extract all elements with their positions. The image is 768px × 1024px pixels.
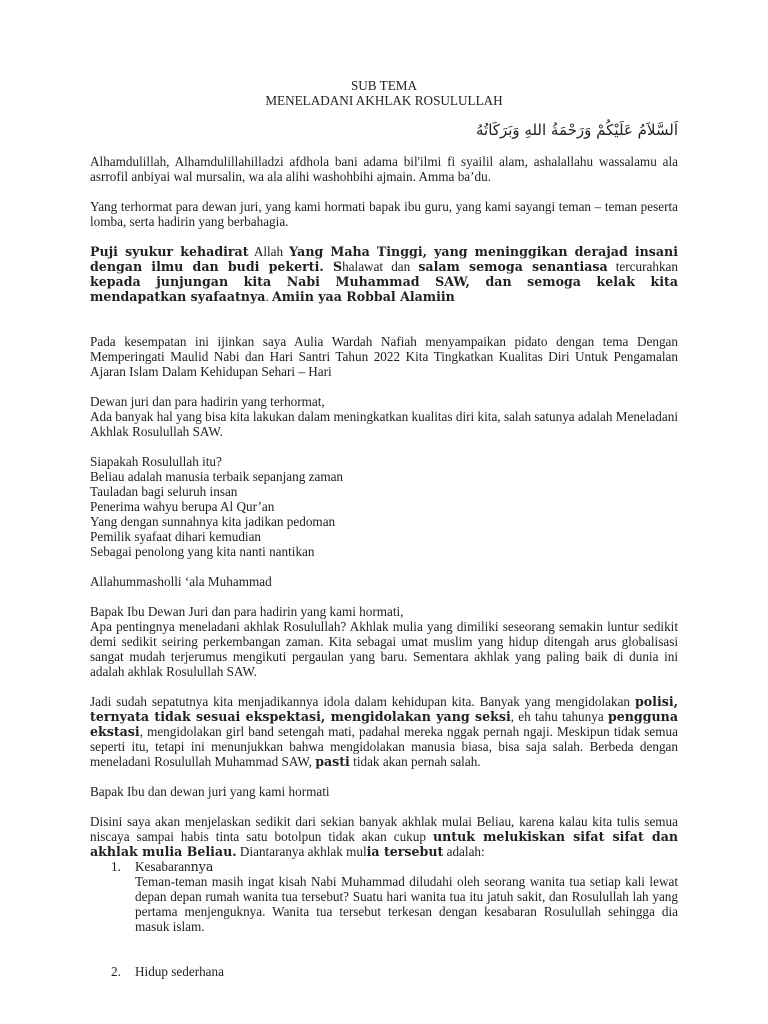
- poem-block: [90, 454, 678, 559]
- praise-paragraph: Puji syukur kehadirat Allah Yang Maha Tinggi, yang meninggikan derajad insani dengan ilmu dan budi pekerti. Shalawat dan salam semoga senantiasa tercurahkan kepada junjungan kita Nabi Muhammad SAW, dan semoga kelak kita mendapatkan syafaatnya. Amiin yaa Robbal Alamiin: [90, 244, 679, 304]
- document-title: MENELADANI AKHLAK ROSULULLAH: [265, 93, 503, 108]
- opening-paragraph: Alhamdulillah, Alhamdulillahilladzi afdhola bani adama bil'ilmi fi syailil alam, ashalallahu wassalamu ala asrrofil anbiyai wal mursalin, wa ala alihi washohbihi ajmain. Amma ba’du.: [90, 154, 678, 184]
- address-line: Dewan juri dan para hadirin yang terhormat,: [90, 394, 325, 409]
- list-item: [90, 964, 678, 979]
- list-item-heading: Hidup sederhana: [135, 964, 224, 979]
- poem-line: Pemilik syafaat dihari kemudian: [90, 529, 262, 544]
- address-line: Bapak Ibu dan dewan juri yang kami hormati: [90, 784, 330, 799]
- poem-line: Yang dengan sunnahnya kita jadikan pedoman: [90, 514, 336, 529]
- list-number: 2.: [111, 964, 121, 979]
- poem-line: Penerima wahyu berupa Al Qur’an: [90, 499, 275, 514]
- topic-paragraph: Ada banyak hal yang bisa kita lakukan dalam meningkatkan kualitas diri kita, salah satunya adalah Meneladani Akhlak Rosulullah SAW.: [90, 409, 678, 439]
- poem-line: Beliau adalah manusia terbaik sepanjang zaman: [90, 469, 344, 484]
- document-body: [90, 78, 678, 979]
- list-item: [90, 859, 678, 934]
- importance-paragraph: Apa pentingnya meneladani akhlak Rosulullah? Akhlak mulia yang dimiliki seseorang semakin luntur sedikit demi sedikit seiring perkembangan zaman. Kita sebagai umat muslim yang hidup ditengah arus globalisasi sangat mudah terjerumus mengikuti pergaulan yang baru. Sementara akhlak yang paling baik di dunia ini adalah akhlak Rosulullah SAW.: [90, 619, 678, 679]
- list-number: 1.: [111, 859, 121, 874]
- idol-paragraph: Jadi sudah sepatutnya kita menjadikannya idola dalam kehidupan kita. Banyak yang mengidolakan polisi, ternyata tidak sesuai ekspektasi, mengidolakan yang seksi, eh tahu tahunya pengguna ekstasi, mengidolakan girl band setengah mati, padahal mereka nggak pernah ngaji. Meskipun tidak semua seperti itu, tetapi ini menunjukkan bahwa mengidolakan manusia biasa, bisa saja salah. Berbeda dengan meneladani Rosulullah Muhammad SAW, pasti tidak akan pernah salah.: [90, 694, 678, 769]
- akhlak-list: [90, 859, 678, 979]
- arabic-greeting: اَلسَّلاَمُ عَلَيْكُمْ وَرَحْمَةُ اللهِ وَبَرَكَاتُهُ: [476, 121, 678, 139]
- poem-line: Siapakah Rosulullah itu?: [90, 454, 222, 469]
- explanation-paragraph: Disini saya akan menjelaskan sedikit dari sekian banyak akhlak mulai Beliau, karena kalau kita tulis semua niscaya sampai habis tinta satu botolpun tidak akan cukup untuk melukiskan sifat sifat dan akhlak mulia Beliau. Diantaranya akhlak mulia tersebut adalah:: [90, 814, 679, 859]
- greeting-paragraph: Yang terhormat para dewan juri, yang kami hormati bapak ibu guru, yang kami sayangi teman – teman peserta lomba, serta hadirin yang berbahagia.: [90, 199, 678, 229]
- list-item-body: Teman-teman masih ingat kisah Nabi Muhammad diludahi oleh seorang wanita tua setiap kali lewat depan depan rumah wanita tua tersebut? Suatu hari wanita tua itu jatuh sakit, dan Rosulullah lah yang pertama menjenguknya. Wanita tua tersebut terkesan dengan kesabaran Rosulullah sehingga dia masuk islam.: [135, 874, 678, 934]
- subtitle-label: SUB TEMA: [350, 78, 418, 93]
- address-line: Bapak Ibu Dewan Juri dan para hadirin yang kami hormati,: [90, 604, 404, 619]
- poem-line: Tauladan bagi seluruh insan: [90, 484, 238, 499]
- list-item-heading: Kesabarannya: [135, 859, 214, 874]
- intro-paragraph: Pada kesempatan ini ijinkan saya Aulia Wardah Nafiah menyampaikan pidato dengan tema Dengan Memperingati Maulid Nabi dan Hari Santri Tahun 2022 Kita Tingkatkan Kualitas Diri Untuk Pengamalan Ajaran Islam Dalam Kehidupan Sehari – Hari: [90, 334, 678, 379]
- salawat-line: Allahummasholli ‘ala Muhammad: [90, 574, 272, 589]
- poem-line: Sebagai penolong yang kita nanti nantikan: [90, 544, 315, 559]
